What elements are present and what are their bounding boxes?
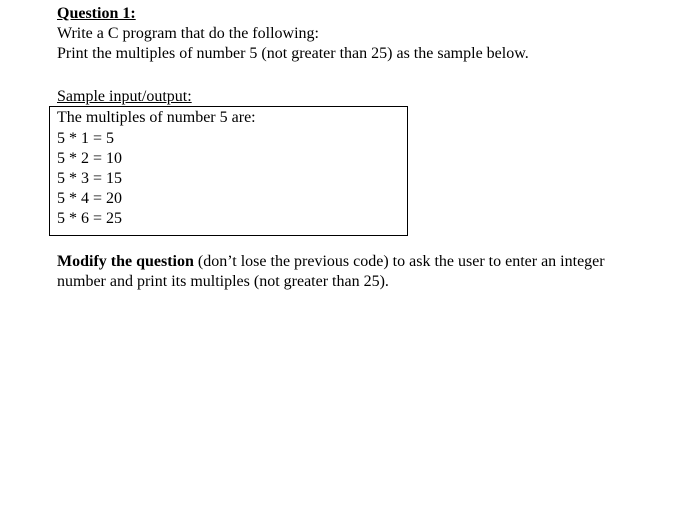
sample-output-line: 5 * 6 = 25 — [57, 210, 123, 227]
sample-output-line: 5 * 2 = 10 — [57, 150, 123, 167]
question-line-2: Print the multiples of number 5 (not greater than 25) as the sample below. — [57, 45, 529, 62]
modify-instruction-text: (don’t lose the previous code) to ask the user to enter an integer number and print its multiples (not greater than 25). — [57, 253, 605, 290]
sample-output-line: 5 * 3 = 15 — [57, 170, 123, 187]
document — [57, 4, 657, 292]
question-heading: Question 1: — [57, 5, 136, 22]
sample-label: Sample input/output: — [57, 88, 192, 105]
sample-output-title: The multiples of number 5 are: — [57, 109, 256, 126]
question-line-1: Write a C program that do the following: — [57, 25, 319, 42]
modify-instruction-bold: Modify the question — [57, 253, 194, 270]
sample-output-line: 5 * 1 = 5 — [57, 130, 115, 147]
modify-instruction — [57, 252, 647, 292]
spacer — [57, 64, 657, 88]
sample-output-line: 5 * 4 = 20 — [57, 190, 123, 207]
sample-output-box — [49, 106, 408, 236]
